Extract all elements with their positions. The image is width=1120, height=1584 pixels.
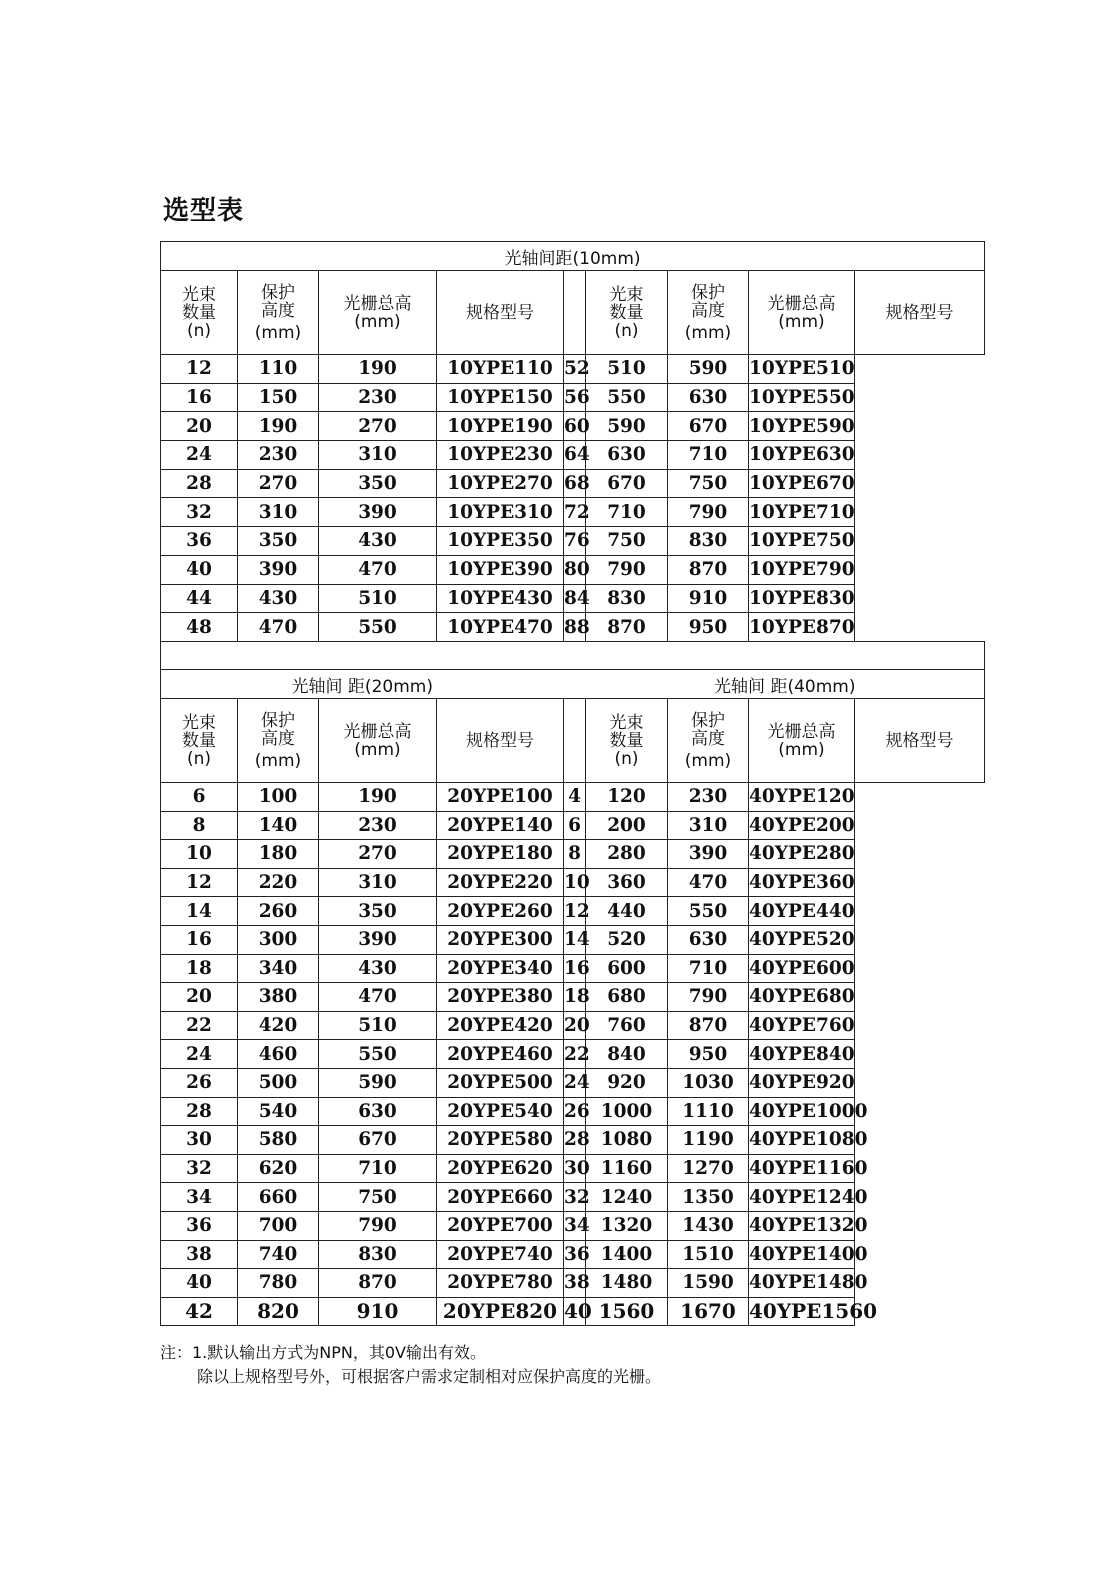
cell-model: 40YPE680 bbox=[749, 983, 855, 1012]
cell-total: 830 bbox=[319, 1240, 437, 1269]
cell-height: 660 bbox=[238, 1183, 319, 1212]
cell-height: 550 bbox=[586, 383, 668, 412]
cell-total: 790 bbox=[319, 1211, 437, 1240]
cell-beams: 18 bbox=[564, 983, 586, 1012]
header-beams: 光束 数量 (n) bbox=[586, 699, 668, 783]
cell-beams: 40 bbox=[161, 555, 238, 584]
table-row bbox=[161, 441, 985, 470]
cell-beams: 30 bbox=[564, 1154, 586, 1183]
cell-beams: 12 bbox=[161, 355, 238, 384]
cell-model: 10YPE110 bbox=[437, 355, 564, 384]
cell-model: 40YPE1080 bbox=[749, 1126, 855, 1155]
cell-model: 20YPE740 bbox=[437, 1240, 564, 1269]
cell-beams: 10 bbox=[161, 840, 238, 869]
cell-height: 670 bbox=[586, 469, 668, 498]
cell-model: 20YPE780 bbox=[437, 1269, 564, 1298]
cell-height: 430 bbox=[238, 584, 319, 613]
cell-beams: 88 bbox=[564, 613, 586, 642]
cell-model: 40YPE920 bbox=[749, 1068, 855, 1097]
cell-model: 10YPE630 bbox=[749, 441, 855, 470]
header-protect-height: 保护 高度 (mm) bbox=[238, 271, 319, 355]
cell-total: 870 bbox=[319, 1269, 437, 1298]
page-title: 选型表 bbox=[163, 196, 245, 226]
cell-total: 230 bbox=[319, 811, 437, 840]
cell-model: 40YPE1560 bbox=[749, 1297, 855, 1326]
cell-beams: 24 bbox=[564, 1068, 586, 1097]
cell-total: 1670 bbox=[668, 1297, 749, 1326]
cell-model: 20YPE580 bbox=[437, 1126, 564, 1155]
cell-beams: 32 bbox=[161, 498, 238, 527]
header-model: 规格型号 bbox=[855, 699, 985, 783]
cell-total: 310 bbox=[319, 868, 437, 897]
cell-height: 710 bbox=[586, 498, 668, 527]
cell-height: 100 bbox=[238, 783, 319, 812]
cell-total: 470 bbox=[319, 555, 437, 584]
cell-model: 20YPE220 bbox=[437, 868, 564, 897]
cell-model: 40YPE1400 bbox=[749, 1240, 855, 1269]
cell-model: 20YPE700 bbox=[437, 1211, 564, 1240]
cell-height: 140 bbox=[238, 811, 319, 840]
cell-height: 580 bbox=[238, 1126, 319, 1155]
note-line-2: 除以上规格型号外，可根据客户需求定制相对应保护高度的光栅。 bbox=[197, 1367, 662, 1386]
cell-height: 830 bbox=[586, 584, 668, 613]
cell-beams: 16 bbox=[564, 954, 586, 983]
cell-total: 830 bbox=[668, 527, 749, 556]
cell-beams: 28 bbox=[564, 1126, 586, 1155]
cell-beams: 40 bbox=[564, 1297, 586, 1326]
cell-model: 10YPE670 bbox=[749, 469, 855, 498]
table-row bbox=[161, 1211, 985, 1240]
header-total-height: 光栅总高 (mm) bbox=[319, 699, 437, 783]
cell-beams: 6 bbox=[564, 811, 586, 840]
cell-height: 870 bbox=[586, 613, 668, 642]
cell-model: 20YPE540 bbox=[437, 1097, 564, 1126]
cell-model: 40YPE760 bbox=[749, 1011, 855, 1040]
header-model: 规格型号 bbox=[437, 271, 564, 355]
cell-beams: 84 bbox=[564, 584, 586, 613]
cell-beams: 10 bbox=[564, 868, 586, 897]
cell-beams: 28 bbox=[161, 469, 238, 498]
cell-total: 910 bbox=[319, 1297, 437, 1326]
cell-total: 1430 bbox=[668, 1211, 749, 1240]
cell-model: 10YPE470 bbox=[437, 613, 564, 642]
cell-beams: 76 bbox=[564, 527, 586, 556]
cell-beams: 48 bbox=[161, 613, 238, 642]
cell-beams: 20 bbox=[564, 1011, 586, 1040]
table-row bbox=[161, 1126, 985, 1155]
cell-total: 470 bbox=[668, 868, 749, 897]
cell-height: 340 bbox=[238, 954, 319, 983]
cell-model: 10YPE830 bbox=[749, 584, 855, 613]
cell-beams: 4 bbox=[564, 783, 586, 812]
cell-total: 1190 bbox=[668, 1126, 749, 1155]
cell-total: 1350 bbox=[668, 1183, 749, 1212]
cell-height: 150 bbox=[238, 383, 319, 412]
cell-model: 40YPE1160 bbox=[749, 1154, 855, 1183]
cell-model: 40YPE280 bbox=[749, 840, 855, 869]
table-row bbox=[161, 983, 985, 1012]
cell-height: 1240 bbox=[586, 1183, 668, 1212]
table-row bbox=[161, 1097, 985, 1126]
cell-beams: 42 bbox=[161, 1297, 238, 1326]
cell-total: 870 bbox=[668, 1011, 749, 1040]
cell-beams: 12 bbox=[564, 897, 586, 926]
table-row bbox=[161, 584, 985, 613]
cell-height: 180 bbox=[238, 840, 319, 869]
table-row bbox=[161, 868, 985, 897]
cell-model: 20YPE380 bbox=[437, 983, 564, 1012]
cell-beams: 52 bbox=[564, 355, 586, 384]
cell-height: 200 bbox=[586, 811, 668, 840]
cell-height: 1400 bbox=[586, 1240, 668, 1269]
cell-beams: 30 bbox=[161, 1126, 238, 1155]
cell-height: 360 bbox=[586, 868, 668, 897]
cell-beams: 44 bbox=[161, 584, 238, 613]
cell-model: 10YPE510 bbox=[749, 355, 855, 384]
table-row bbox=[161, 840, 985, 869]
cell-model: 40YPE120 bbox=[749, 783, 855, 812]
cell-total: 590 bbox=[319, 1068, 437, 1097]
cell-model: 20YPE140 bbox=[437, 811, 564, 840]
table-row bbox=[161, 897, 985, 926]
cell-model: 10YPE390 bbox=[437, 555, 564, 584]
cell-beams: 36 bbox=[161, 1211, 238, 1240]
column-gap bbox=[564, 699, 586, 783]
cell-total: 590 bbox=[668, 355, 749, 384]
section-title-10mm: 光轴间距(10mm) bbox=[161, 242, 985, 271]
cell-beams: 6 bbox=[161, 783, 238, 812]
cell-beams: 36 bbox=[161, 527, 238, 556]
cell-total: 550 bbox=[319, 1040, 437, 1069]
cell-height: 790 bbox=[586, 555, 668, 584]
cell-beams: 20 bbox=[161, 412, 238, 441]
cell-beams: 8 bbox=[564, 840, 586, 869]
cell-beams: 40 bbox=[161, 1269, 238, 1298]
cell-model: 40YPE1480 bbox=[749, 1269, 855, 1298]
cell-model: 20YPE500 bbox=[437, 1068, 564, 1097]
table-row bbox=[161, 925, 985, 954]
cell-height: 460 bbox=[238, 1040, 319, 1069]
cell-total: 390 bbox=[668, 840, 749, 869]
cell-height: 420 bbox=[238, 1011, 319, 1040]
cell-beams: 14 bbox=[564, 925, 586, 954]
cell-model: 10YPE230 bbox=[437, 441, 564, 470]
cell-total: 630 bbox=[668, 383, 749, 412]
cell-total: 630 bbox=[319, 1097, 437, 1126]
table-row bbox=[161, 954, 985, 983]
column-gap bbox=[564, 271, 586, 355]
cell-beams: 80 bbox=[564, 555, 586, 584]
cell-height: 780 bbox=[238, 1269, 319, 1298]
table-row bbox=[161, 613, 985, 642]
cell-total: 350 bbox=[319, 469, 437, 498]
cell-height: 380 bbox=[238, 983, 319, 1012]
cell-height: 1560 bbox=[586, 1297, 668, 1326]
note-line-1: 注：1.默认输出方式为NPN，其0V输出有效。 bbox=[160, 1343, 486, 1362]
header-protect-height: 保护 高度 (mm) bbox=[238, 699, 319, 783]
cell-height: 520 bbox=[586, 925, 668, 954]
table-row bbox=[161, 555, 985, 584]
table-row bbox=[161, 783, 985, 812]
cell-height: 230 bbox=[238, 441, 319, 470]
cell-beams: 22 bbox=[161, 1011, 238, 1040]
cell-model: 20YPE180 bbox=[437, 840, 564, 869]
cell-total: 270 bbox=[319, 412, 437, 441]
cell-total: 310 bbox=[668, 811, 749, 840]
cell-model: 20YPE260 bbox=[437, 897, 564, 926]
cell-height: 440 bbox=[586, 897, 668, 926]
cell-beams: 8 bbox=[161, 811, 238, 840]
cell-model: 10YPE350 bbox=[437, 527, 564, 556]
cell-total: 950 bbox=[668, 613, 749, 642]
table-row bbox=[161, 469, 985, 498]
table-row bbox=[161, 1068, 985, 1097]
table-row bbox=[161, 1297, 985, 1326]
cell-model: 40YPE200 bbox=[749, 811, 855, 840]
cell-total: 750 bbox=[668, 469, 749, 498]
cell-beams: 16 bbox=[161, 925, 238, 954]
cell-height: 270 bbox=[238, 469, 319, 498]
cell-total: 390 bbox=[319, 498, 437, 527]
cell-model: 20YPE620 bbox=[437, 1154, 564, 1183]
cell-beams: 24 bbox=[161, 441, 238, 470]
section-title-40mm: 光轴间 距(40mm) bbox=[586, 670, 985, 699]
cell-model: 40YPE1240 bbox=[749, 1183, 855, 1212]
table-row bbox=[161, 1269, 985, 1298]
cell-total: 470 bbox=[319, 983, 437, 1012]
cell-beams: 12 bbox=[161, 868, 238, 897]
cell-total: 1510 bbox=[668, 1240, 749, 1269]
cell-height: 470 bbox=[238, 613, 319, 642]
table-row bbox=[161, 1040, 985, 1069]
table-row bbox=[161, 1183, 985, 1212]
cell-height: 510 bbox=[586, 355, 668, 384]
table-row bbox=[161, 355, 985, 384]
cell-model: 10YPE750 bbox=[749, 527, 855, 556]
cell-model: 10YPE430 bbox=[437, 584, 564, 613]
cell-total: 390 bbox=[319, 925, 437, 954]
cell-beams: 68 bbox=[564, 469, 586, 498]
cell-beams: 26 bbox=[161, 1068, 238, 1097]
cell-height: 220 bbox=[238, 868, 319, 897]
cell-model: 20YPE300 bbox=[437, 925, 564, 954]
cell-height: 260 bbox=[238, 897, 319, 926]
cell-beams: 32 bbox=[161, 1154, 238, 1183]
cell-model: 20YPE420 bbox=[437, 1011, 564, 1040]
cell-total: 230 bbox=[319, 383, 437, 412]
cell-model: 40YPE440 bbox=[749, 897, 855, 926]
cell-beams: 32 bbox=[564, 1183, 586, 1212]
cell-beams: 28 bbox=[161, 1097, 238, 1126]
cell-total: 190 bbox=[319, 355, 437, 384]
spec-table-10mm bbox=[160, 241, 985, 642]
cell-model: 10YPE150 bbox=[437, 383, 564, 412]
cell-total: 1270 bbox=[668, 1154, 749, 1183]
cell-total: 910 bbox=[668, 584, 749, 613]
cell-total: 1590 bbox=[668, 1269, 749, 1298]
cell-beams: 22 bbox=[564, 1040, 586, 1069]
cell-height: 110 bbox=[238, 355, 319, 384]
cell-total: 430 bbox=[319, 527, 437, 556]
cell-total: 710 bbox=[668, 441, 749, 470]
cell-model: 20YPE460 bbox=[437, 1040, 564, 1069]
cell-height: 350 bbox=[238, 527, 319, 556]
cell-total: 550 bbox=[668, 897, 749, 926]
cell-height: 840 bbox=[586, 1040, 668, 1069]
cell-height: 120 bbox=[586, 783, 668, 812]
cell-total: 1110 bbox=[668, 1097, 749, 1126]
cell-total: 670 bbox=[668, 412, 749, 441]
cell-total: 710 bbox=[319, 1154, 437, 1183]
cell-height: 1160 bbox=[586, 1154, 668, 1183]
cell-height: 600 bbox=[586, 954, 668, 983]
cell-height: 820 bbox=[238, 1297, 319, 1326]
cell-height: 760 bbox=[586, 1011, 668, 1040]
cell-height: 500 bbox=[238, 1068, 319, 1097]
table-row bbox=[161, 811, 985, 840]
cell-model: 10YPE870 bbox=[749, 613, 855, 642]
cell-model: 10YPE270 bbox=[437, 469, 564, 498]
cell-total: 510 bbox=[319, 1011, 437, 1040]
cell-beams: 34 bbox=[564, 1211, 586, 1240]
header-model: 规格型号 bbox=[437, 699, 564, 783]
cell-total: 190 bbox=[319, 783, 437, 812]
cell-total: 630 bbox=[668, 925, 749, 954]
cell-height: 700 bbox=[238, 1211, 319, 1240]
cell-beams: 64 bbox=[564, 441, 586, 470]
header-total-height: 光栅总高 (mm) bbox=[319, 271, 437, 355]
cell-model: 20YPE100 bbox=[437, 783, 564, 812]
header-protect-height: 保护 高度 (mm) bbox=[668, 271, 749, 355]
table-row bbox=[161, 498, 985, 527]
cell-model: 40YPE360 bbox=[749, 868, 855, 897]
cell-total: 270 bbox=[319, 840, 437, 869]
header-total-height: 光栅总高 (mm) bbox=[749, 271, 855, 355]
section-title-20mm: 光轴间 距(20mm) bbox=[161, 670, 564, 699]
cell-total: 510 bbox=[319, 584, 437, 613]
cell-beams: 72 bbox=[564, 498, 586, 527]
cell-height: 300 bbox=[238, 925, 319, 954]
cell-beams: 34 bbox=[161, 1183, 238, 1212]
spacer-row bbox=[161, 642, 985, 670]
cell-total: 350 bbox=[319, 897, 437, 926]
table-row bbox=[161, 383, 985, 412]
spec-table-20-40mm bbox=[160, 641, 985, 1326]
cell-model: 40YPE520 bbox=[749, 925, 855, 954]
cell-model: 10YPE550 bbox=[749, 383, 855, 412]
cell-height: 740 bbox=[238, 1240, 319, 1269]
header-protect-height: 保护 高度 (mm) bbox=[668, 699, 749, 783]
cell-height: 750 bbox=[586, 527, 668, 556]
header-beams: 光束 数量 (n) bbox=[586, 271, 668, 355]
table-row bbox=[161, 1240, 985, 1269]
cell-model: 20YPE820 bbox=[437, 1297, 564, 1326]
cell-beams: 38 bbox=[564, 1269, 586, 1298]
title-gap bbox=[564, 670, 586, 699]
cell-beams: 56 bbox=[564, 383, 586, 412]
cell-model: 20YPE340 bbox=[437, 954, 564, 983]
cell-beams: 36 bbox=[564, 1240, 586, 1269]
cell-height: 310 bbox=[238, 498, 319, 527]
header-beams: 光束 数量 (n) bbox=[161, 271, 238, 355]
cell-beams: 26 bbox=[564, 1097, 586, 1126]
cell-height: 280 bbox=[586, 840, 668, 869]
cell-beams: 60 bbox=[564, 412, 586, 441]
table-row bbox=[161, 1011, 985, 1040]
header-beams: 光束 数量 (n) bbox=[161, 699, 238, 783]
cell-total: 1030 bbox=[668, 1068, 749, 1097]
cell-height: 680 bbox=[586, 983, 668, 1012]
cell-total: 230 bbox=[668, 783, 749, 812]
cell-total: 310 bbox=[319, 441, 437, 470]
cell-total: 550 bbox=[319, 613, 437, 642]
cell-beams: 20 bbox=[161, 983, 238, 1012]
cell-model: 40YPE1320 bbox=[749, 1211, 855, 1240]
header-total-height: 光栅总高 (mm) bbox=[749, 699, 855, 783]
cell-model: 10YPE190 bbox=[437, 412, 564, 441]
cell-height: 1080 bbox=[586, 1126, 668, 1155]
cell-model: 10YPE310 bbox=[437, 498, 564, 527]
cell-total: 710 bbox=[668, 954, 749, 983]
cell-total: 790 bbox=[668, 498, 749, 527]
cell-height: 1000 bbox=[586, 1097, 668, 1126]
table-row bbox=[161, 1154, 985, 1183]
notes bbox=[160, 1341, 661, 1389]
cell-model: 40YPE600 bbox=[749, 954, 855, 983]
cell-model: 10YPE790 bbox=[749, 555, 855, 584]
cell-height: 590 bbox=[586, 412, 668, 441]
cell-beams: 18 bbox=[161, 954, 238, 983]
cell-height: 920 bbox=[586, 1068, 668, 1097]
cell-beams: 14 bbox=[161, 897, 238, 926]
cell-beams: 38 bbox=[161, 1240, 238, 1269]
cell-total: 430 bbox=[319, 954, 437, 983]
cell-height: 190 bbox=[238, 412, 319, 441]
cell-model: 40YPE840 bbox=[749, 1040, 855, 1069]
cell-height: 540 bbox=[238, 1097, 319, 1126]
cell-height: 1480 bbox=[586, 1269, 668, 1298]
cell-model: 10YPE590 bbox=[749, 412, 855, 441]
cell-model: 40YPE1000 bbox=[749, 1097, 855, 1126]
cell-height: 620 bbox=[238, 1154, 319, 1183]
cell-model: 10YPE710 bbox=[749, 498, 855, 527]
cell-total: 750 bbox=[319, 1183, 437, 1212]
header-model: 规格型号 bbox=[855, 271, 985, 355]
cell-model: 20YPE660 bbox=[437, 1183, 564, 1212]
cell-beams: 24 bbox=[161, 1040, 238, 1069]
cell-total: 670 bbox=[319, 1126, 437, 1155]
cell-total: 870 bbox=[668, 555, 749, 584]
cell-height: 390 bbox=[238, 555, 319, 584]
cell-height: 1320 bbox=[586, 1211, 668, 1240]
cell-total: 790 bbox=[668, 983, 749, 1012]
cell-height: 630 bbox=[586, 441, 668, 470]
table-row bbox=[161, 412, 985, 441]
cell-beams: 16 bbox=[161, 383, 238, 412]
cell-total: 950 bbox=[668, 1040, 749, 1069]
table-row bbox=[161, 527, 985, 556]
